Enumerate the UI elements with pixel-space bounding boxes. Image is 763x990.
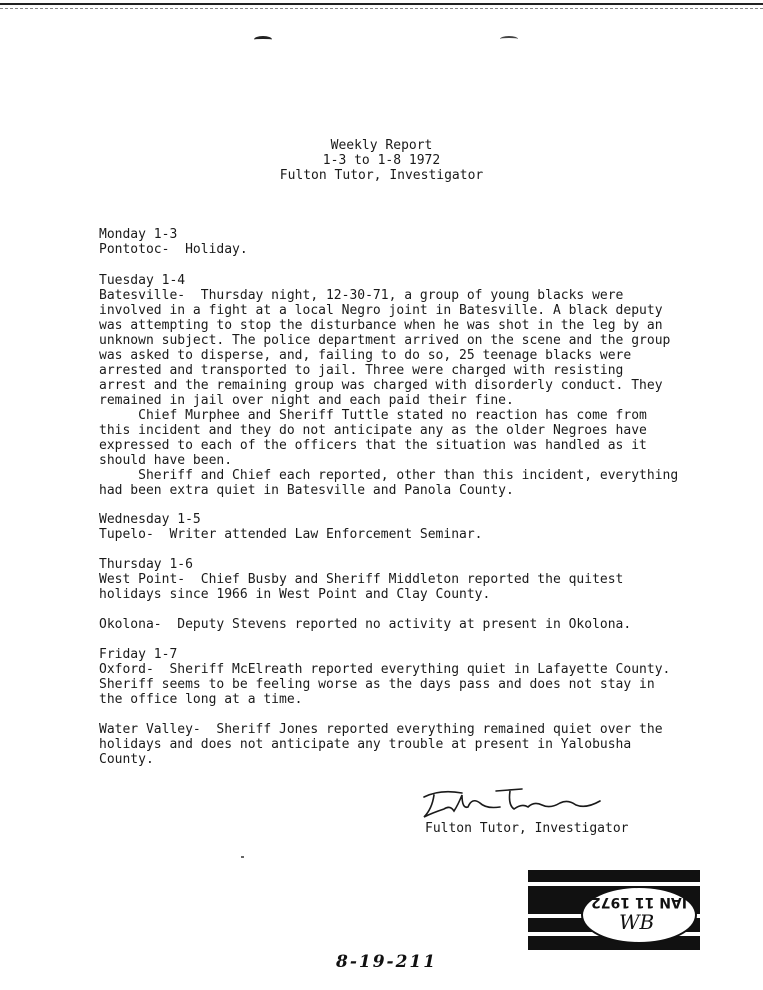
entry-day-monday: Monday 1-3: [99, 227, 178, 242]
punch-mark-right: [500, 36, 518, 42]
typed-signature: Fulton Tutor, Investigator: [425, 821, 629, 836]
entry-day-thursday: Thursday 1-6: [99, 557, 193, 572]
report-date-range: 1-3 to 1-8 1972: [322, 153, 441, 168]
entry-body-tuesday: Batesville- Thursday night, 12-30-71, a group of young blacks were involved in a fight at a local Negro joint in Batesville. A black deputy was attempting to stop the disturbance when he was shot in the leg by an unknown subject. The police department arrived on the scene and the group was asked to disperse, and, failing to do so, 25 teenage blacks were arrested and transported to jail. Three were charged with resisting arrest and the remaining group was charged with disorderly conduct. They remained in jail over night and each paid their fine. Chief Murphee and Sheriff Tuttle stated no reaction has come from this incident and they do not anticipate any as the older Negroes have expressed to each of the officers that the situation was handled as it should have been. Sheriff and Chief each reported, other than this incident, everything had been extra quiet in Batesville and Panola County.: [99, 288, 679, 498]
stamp-date-oval: [581, 886, 697, 944]
stamp-date: JAN 11 1972: [591, 894, 687, 910]
entry-body-friday: Oxford- Sheriff McElreath reported everything quiet in Lafayette County. Sheriff seems to be feeling worse as the days pass and does not stay in the office long at a time. Water Valley- Sheriff Jones reported everything remained quiet over the holidays and does not anticipate any trouble at present in Yalobusha County.: [99, 662, 671, 767]
stray-mark: [241, 856, 244, 858]
entry-body-monday: Pontotoc- Holiday.: [99, 242, 248, 257]
entry-day-wednesday: Wednesday 1-5: [99, 512, 201, 527]
entry-day-friday: Friday 1-7: [99, 647, 178, 662]
top-edge-line: [0, 3, 763, 5]
received-stamp: [528, 870, 700, 950]
stamp-stripe: [528, 882, 700, 886]
punch-mark-left: [254, 36, 272, 43]
top-edge-dash: [0, 8, 763, 9]
entry-body-wednesday: Tupelo- Writer attended Law Enforcement Seminar.: [99, 527, 483, 542]
stamp-initials: WB: [619, 910, 655, 934]
entry-day-tuesday: Tuesday 1-4: [99, 273, 186, 288]
file-number: 8-19-211: [336, 952, 438, 972]
report-author: Fulton Tutor, Investigator: [279, 168, 484, 183]
entry-body-thursday: West Point- Chief Busby and Sheriff Middleton reported the quitest holidays since 1966 in West Point and Clay County. Okolona- Deputy Stevens reported no activity at present in Okolona.: [99, 572, 632, 632]
report-title: Weekly Report: [330, 138, 433, 153]
